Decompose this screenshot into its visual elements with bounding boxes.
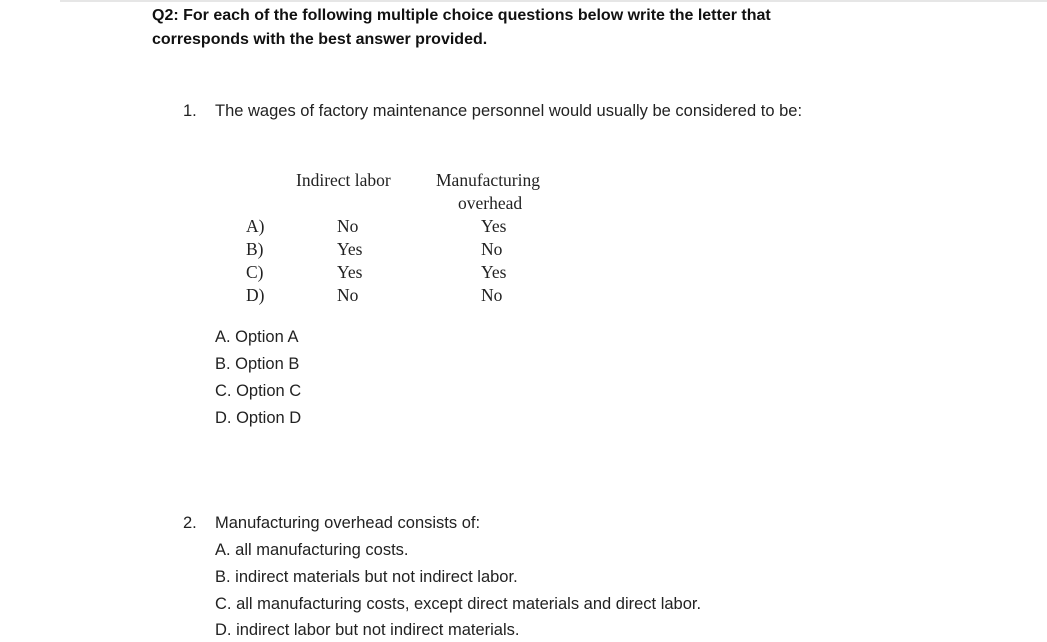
- heading-line-2: corresponds with the best answer provided.: [152, 31, 488, 48]
- question-2-text: Manufacturing overhead consists of:: [215, 514, 481, 532]
- header-manufacturing: Manufacturing: [436, 170, 540, 190]
- table-row-letter: D): [246, 285, 265, 305]
- question-1-option-d: D. Option D: [215, 409, 302, 427]
- heading-line-1: Q2: For each of the following multiple choice questions below write the letter that: [152, 7, 771, 24]
- table-cell-indirect: Yes: [337, 262, 363, 282]
- table-row-letter: A): [246, 216, 265, 236]
- question-2-option-a: A. all manufacturing costs.: [215, 541, 409, 559]
- question-2-option-d: D. indirect labor but not indirect materials.: [215, 621, 520, 639]
- question-1-number: 1.: [183, 102, 197, 120]
- header-indirect-labor: Indirect labor: [296, 170, 391, 190]
- table-cell-mfg: No: [481, 239, 503, 259]
- question-2-number: 2.: [183, 514, 197, 532]
- header-overhead: overhead: [458, 193, 523, 213]
- question-2-option-b: B. indirect materials but not indirect labor.: [215, 568, 518, 586]
- top-divider: [60, 0, 1047, 2]
- question-2-option-c: C. all manufacturing costs, except direct materials and direct labor.: [215, 595, 702, 613]
- table-cell-indirect: Yes: [337, 239, 363, 259]
- question-2-row: [0, 514, 1047, 536]
- table-cell-mfg: No: [481, 285, 503, 305]
- table-row-letter: C): [246, 262, 264, 282]
- question-1-row: [0, 102, 1047, 124]
- table-cell-indirect: No: [337, 285, 359, 305]
- question-1-option-b: B. Option B: [215, 355, 300, 373]
- table-cell-mfg: Yes: [481, 262, 507, 282]
- question-1-option-c: C. Option C: [215, 382, 302, 400]
- table-row-letter: B): [246, 239, 264, 259]
- table-cell-indirect: No: [337, 216, 359, 236]
- table-cell-mfg: Yes: [481, 216, 507, 236]
- question-1-option-a: A. Option A: [215, 328, 299, 346]
- instructions-heading: [152, 4, 852, 52]
- question-1-text: The wages of factory maintenance personnel would usually be considered to be:: [215, 102, 803, 120]
